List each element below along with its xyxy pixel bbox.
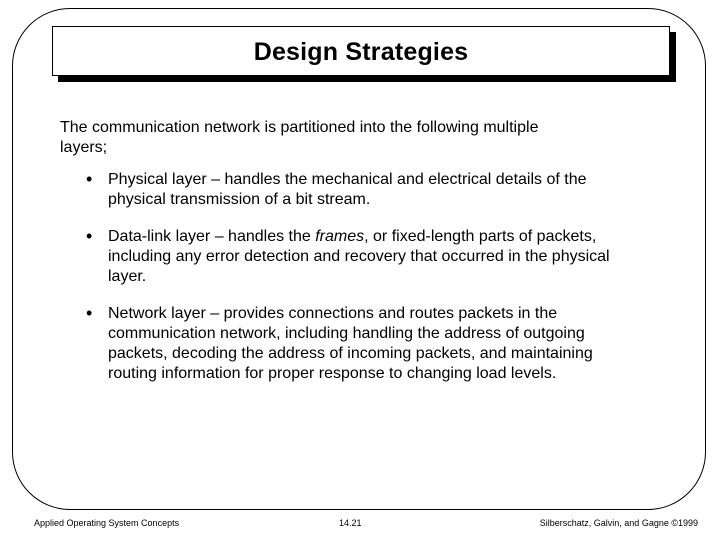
bullet-emphasis: frames	[315, 228, 365, 245]
bullet-data-link-layer	[86, 227, 646, 287]
intro-paragraph: The communication network is partitioned into the following multiple layers;	[60, 119, 539, 156]
bullet-text-continued: , or fixed-length parts of packets, including any error detection and recovery that occurred in the physical layer.	[108, 228, 610, 285]
bullet-dot-icon: •	[86, 226, 93, 246]
footer-book-title: Applied Operating System Concepts	[34, 518, 180, 528]
bullet-network-layer	[86, 304, 646, 384]
bullet-dot-icon: •	[86, 303, 93, 323]
slide-title: Design Strategies	[253, 37, 469, 66]
bullet-text: Physical layer – handles the mechanical and electrical details of the physical transmission of a bit stream.	[108, 171, 587, 208]
title-box	[52, 26, 670, 76]
footer-page-number: 14.21	[339, 518, 362, 528]
footer-authors: Silberschatz, Galvin, and Gagne ©1999	[539, 518, 698, 528]
bullet-physical-layer	[86, 170, 646, 210]
bullet-text: Network layer – provides connections and routes packets in the communication network, including handling the address of outgoing packets, decoding the address of incoming packets, and maintaining routing information for proper response to changing load levels.	[108, 305, 593, 382]
bullet-text: Data-link layer – handles the	[108, 228, 316, 245]
bullet-list	[86, 170, 646, 401]
bullet-dot-icon: •	[86, 169, 93, 189]
